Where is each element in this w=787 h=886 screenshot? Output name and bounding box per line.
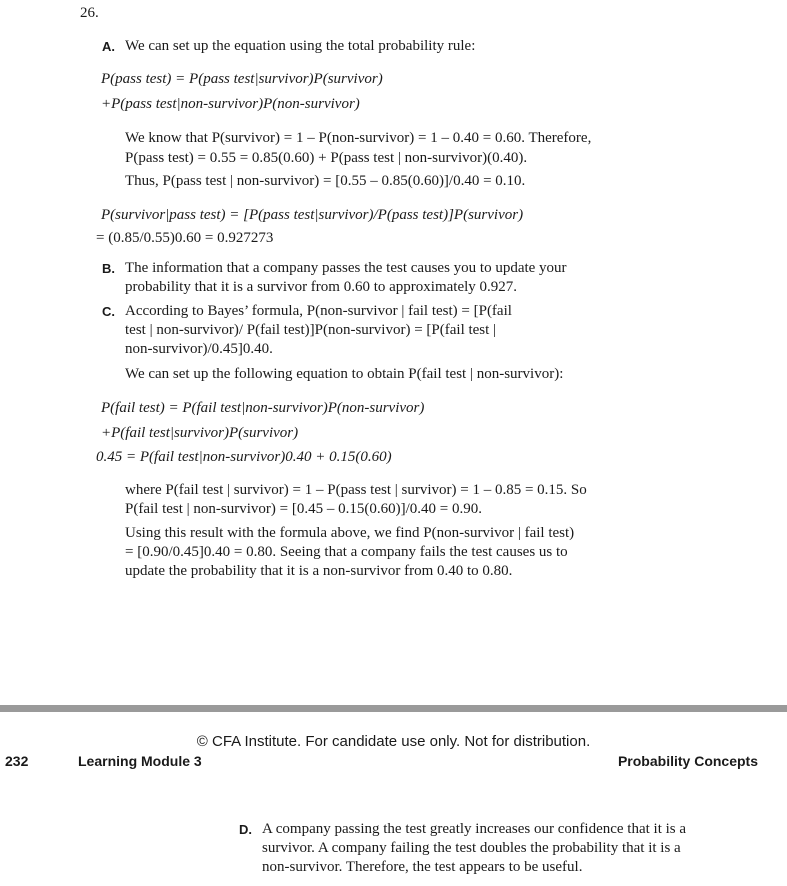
part-c-conclusion-line-1: Using this result with the formula above, we find P(non-survivor | fail test) <box>125 525 575 541</box>
equation-3-line-3: 0.45 = P(fail test|non-survivor)0.40 + 0.15(0.60) <box>96 449 392 465</box>
part-b <box>102 259 567 297</box>
part-a-text-line-3: Thus, P(pass test | non-survivor) = [0.55 – 0.85(0.60)]/0.40 = 0.10. <box>125 173 526 189</box>
page-divider <box>0 705 787 712</box>
page-number: 232 <box>5 753 29 769</box>
part-c-solution-line-1: where P(fail test | survivor) = 1 – P(pass test | survivor) = 1 – 0.85 = 0.15. So <box>125 482 587 498</box>
chapter-title: Probability Concepts <box>617 753 758 769</box>
part-a-label: A. <box>102 39 115 54</box>
part-c-conclusion-line-2: = [0.90/0.45]0.40 = 0.80. Seeing that a company fails the test causes us to <box>125 544 568 560</box>
part-c-solution <box>125 481 587 519</box>
part-c <box>102 302 512 359</box>
part-d <box>239 820 687 877</box>
part-d-line-3: non-survivor. Therefore, the test appears to be useful. <box>262 859 583 875</box>
equation-1-line-2: +P(pass test|non-survivor)P(non-survivor) <box>101 96 360 112</box>
equation-3-line-1: P(fail test) = P(fail test|non-survivor)P(non-survivor) <box>101 400 425 416</box>
part-c-solution-line-2: P(fail test | non-survivor) = [0.45 – 0.15(0.60)]/0.40 = 0.90. <box>125 501 482 517</box>
part-c-line-3: non-survivor)/0.45]0.40. <box>125 341 273 357</box>
part-a-intro-text: We can set up the equation using the total probability rule: <box>125 38 476 54</box>
part-d-line-2: survivor. A company failing the test doubles the probability that it is a <box>262 840 681 856</box>
equation-1-line-1: P(pass test) = P(pass test|survivor)P(survivor) <box>101 71 383 87</box>
part-c-label: C. <box>102 304 115 319</box>
part-a-intro <box>102 37 476 56</box>
part-d-label: D. <box>239 822 252 837</box>
equation-2-line-1: P(survivor|pass test) = [P(pass test|survivor)/P(pass test)]P(survivor) <box>101 207 524 223</box>
part-b-label: B. <box>102 261 115 276</box>
part-a-text-line-2: P(pass test) = 0.55 = 0.85(0.60) + P(pass test | non-survivor)(0.40). <box>125 150 528 166</box>
part-c-line-4: We can set up the following equation to obtain P(fail test | non-survivor): <box>125 366 564 382</box>
equation-3-line-2: +P(fail test|survivor)P(survivor) <box>101 425 299 441</box>
copyright-notice: © CFA Institute. For candidate use only. Not for distribution. <box>196 733 591 750</box>
question-number: 26. <box>80 5 99 21</box>
part-b-line-2: probability that it is a survivor from 0.60 to approximately 0.927. <box>125 279 518 295</box>
part-b-line-1: The information that a company passes the test causes you to update your <box>125 260 567 276</box>
part-d-line-1: A company passing the test greatly increases our confidence that it is a <box>262 821 687 837</box>
module-title: Learning Module 3 <box>78 753 202 769</box>
part-c-line-2: test | non-survivor)/ P(fail test)]P(non-survivor) = [P(fail test | <box>125 322 497 338</box>
part-a-text-line-1: We know that P(survivor) = 1 – P(non-survivor) = 1 – 0.40 = 0.60. Therefore, <box>125 130 592 146</box>
part-c-line-1: According to Bayes’ formula, P(non-survivor | fail test) = [P(fail <box>125 303 512 319</box>
part-c-conclusion-line-3: update the probability that it is a non-survivor from 0.40 to 0.80. <box>125 563 513 579</box>
part-c-conclusion <box>125 524 574 581</box>
equation-2-line-2: = (0.85/0.55)0.60 = 0.927273 <box>96 230 274 246</box>
